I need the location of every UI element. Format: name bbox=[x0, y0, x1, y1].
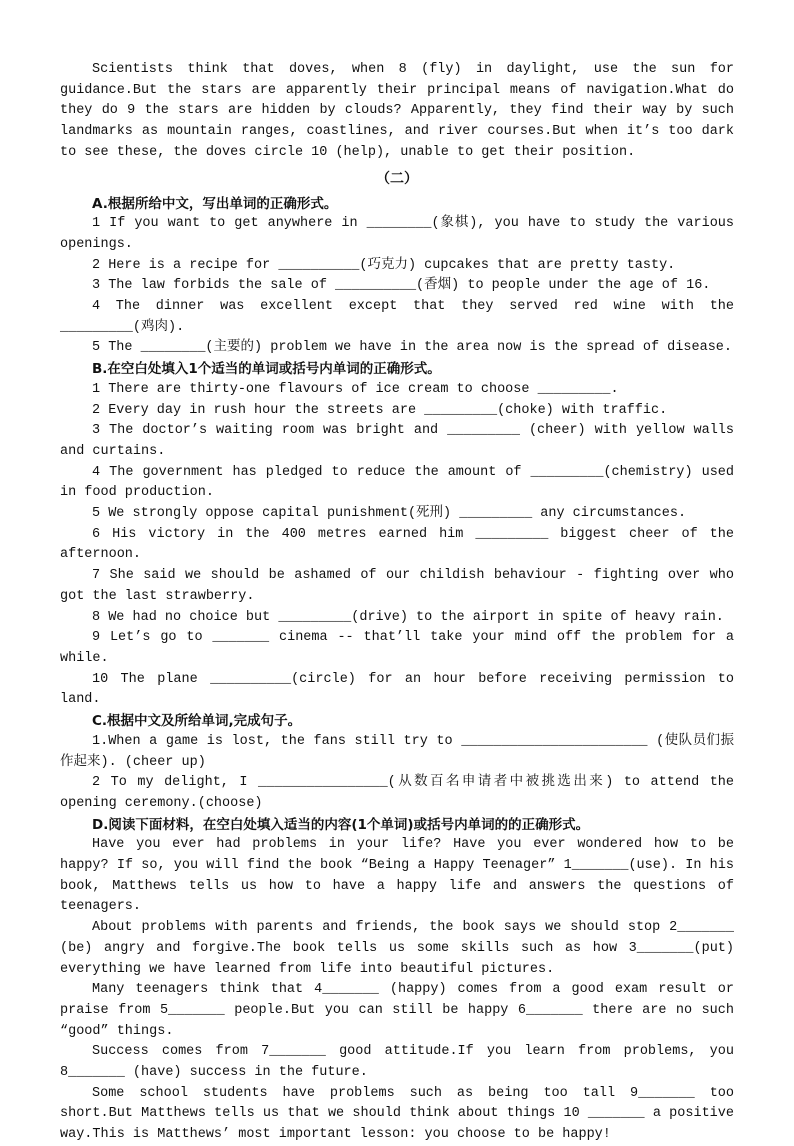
section-b-item: 3 The doctor’s waiting room was bright and _________ (cheer) with yellow walls and curtains. bbox=[60, 423, 734, 459]
section-b-item: 10 The plane __________(circle) for an hour before receiving permission to land. bbox=[60, 671, 734, 708]
section-a-item: 5 The ________(主要的) problem we have in the area now is the spread of disease. bbox=[92, 340, 732, 356]
section-d-paragraph: Success comes from 7_______ good attitude.If you learn from problems, you 8_______ (have) success in the future. bbox=[60, 1044, 734, 1081]
section-b-item: 6 His victory in the 400 metres earned him _________ biggest cheer of the afternoon. bbox=[60, 526, 734, 563]
section-d-paragraph: Have you ever had problems in your life? Have you ever wondered how to be happy? If so, you will find the book “Being a Happy Teenager” 1_______(use). In his book, Matthews tells us how to have a happy life and answers the questions of teenagers. bbox=[60, 837, 734, 915]
section-b-item: 9 Let’s go to _______ cinema -- that’ll take your mind off the problem for a while. bbox=[60, 630, 734, 666]
section-b-item: 8 We had no choice but _________(drive) to the airport in spite of heavy rain. bbox=[92, 609, 724, 625]
section-c-item: 1.When a game is lost, the fans still try to _______________________ (使队员们振作起来). (cheer up) bbox=[60, 733, 734, 770]
section-c-heading: C.根据中文及所给单词,完成句子。 bbox=[92, 713, 302, 730]
section-two-title: （二） bbox=[376, 170, 418, 187]
section-c-item: 2 To my delight, I ________________(从数百名申请者中被挑选出来) to attend the opening ceremony.(choose) bbox=[60, 775, 734, 811]
section-b-item: 7 She said we should be ashamed of our childish behaviour - fighting over who got the last strawberry. bbox=[60, 568, 734, 604]
section-a-item: 1 If you want to get anywhere in ________(象棋), you have to study the various openings. bbox=[60, 216, 734, 252]
section-b-item: 4 The government has pledged to reduce the amount of _________(chemistry) used in food production. bbox=[60, 464, 734, 501]
worksheet-page bbox=[60, 60, 734, 1146]
section-a-item: 3 The law forbids the sale of __________(香烟) to people under the age of 16. bbox=[92, 278, 711, 294]
section-a-heading: A.根据所给中文，写出单词的正确形式。 bbox=[92, 195, 338, 212]
section-a-item: 4 The dinner was excellent except that they served red wine with the _________(鸡肉). bbox=[60, 299, 734, 335]
section-b-item: 2 Every day in rush hour the streets are _________(choke) with traffic. bbox=[92, 402, 668, 418]
section-b-heading: B.在空白处填入1个适当的单词或括号内单词的正确形式。 bbox=[92, 361, 441, 378]
section-d-paragraph: Many teenagers think that 4_______ (happy) comes from a good exam result or praise from 5_______ people.But you can still be happy 6_______ there are no such “good” things. bbox=[60, 982, 734, 1039]
section-b bbox=[60, 359, 734, 711]
section-a-item: 2 Here is a recipe for __________(巧克力) cupcakes that are pretty tasty. bbox=[92, 257, 676, 273]
section-d-paragraph: Some school students have problems such as being too tall 9_______ too short.But Matthews tells us that we should think about things 10 _______ a positive way.This is Matthews’ most important lesson: you choose to be happy! bbox=[60, 1085, 734, 1143]
section-b-item: 1 There are thirty-one flavours of ice cream to choose _________. bbox=[92, 381, 619, 397]
section-c bbox=[60, 711, 734, 815]
section-d bbox=[60, 815, 734, 1146]
section-d-paragraph: About problems with parents and friends, the book says we should stop 2_______ (be) angry and forgive.The book tells us some skills such as how 3_______(put) everything we have learned from life into beautiful pictures. bbox=[60, 920, 734, 977]
section-a bbox=[60, 194, 734, 360]
section-d-heading: D.阅读下面材料，在空白处填入适当的内容(1个单词)或括号内单词的的正确形式。 bbox=[92, 816, 590, 833]
section-b-item: 5 We strongly oppose capital punishment(死刑) _________ any circumstances. bbox=[92, 506, 687, 522]
intro-paragraph: Scientists think that doves, when 8 (fly) in daylight, use the sun for guidance.But the stars are apparently their principal means of navigation.What do they do 9 the stars are hidden by clouds? Apparently, they find their way by such landmarks as mountain ranges, coastlines, and river courses.But when it’s too dark to see these, the doves circle 10 (help), unable to get their position. bbox=[60, 62, 734, 160]
